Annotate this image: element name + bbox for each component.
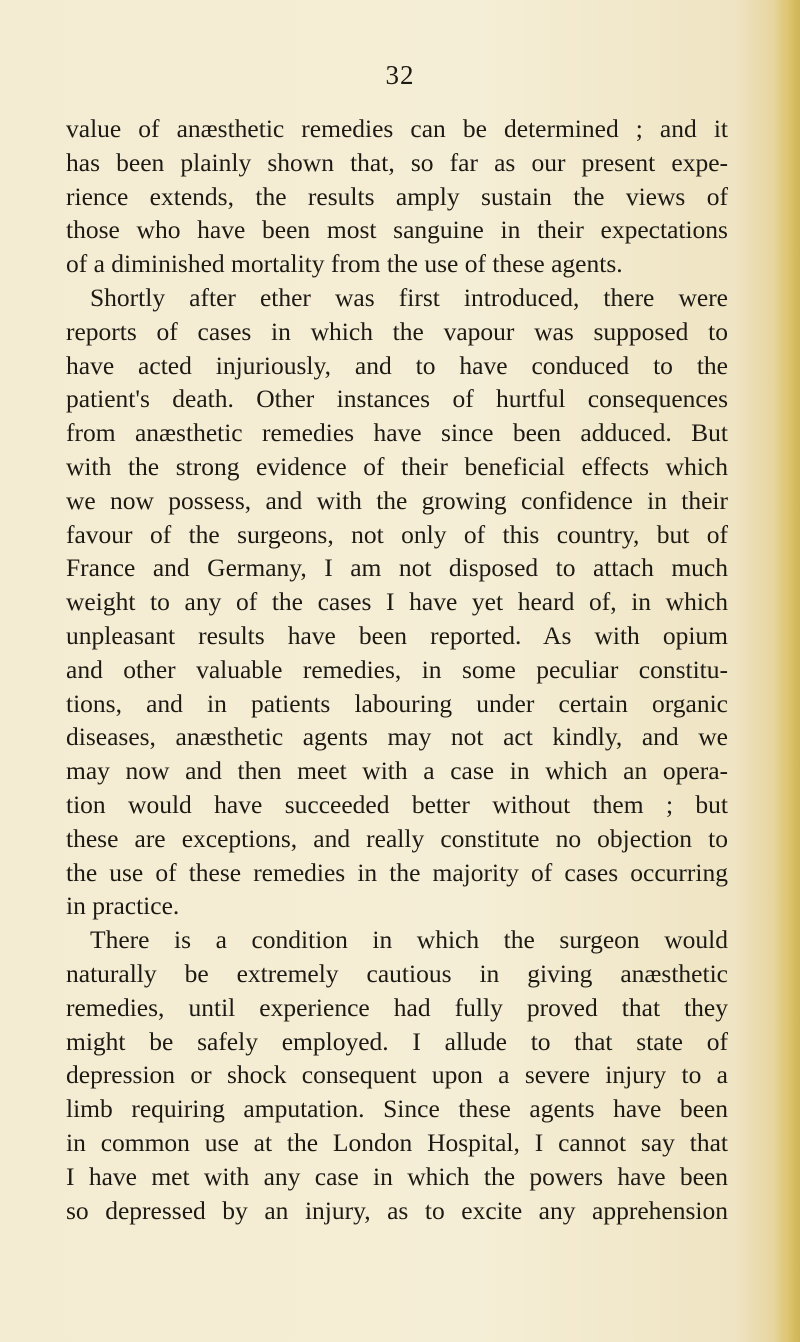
- text-line: may now and then meet with a case in which an opera-: [66, 756, 728, 786]
- page-edge-discoloration: [774, 0, 800, 1342]
- text-line: in common use at the London Hospital, I cannot say that: [66, 1127, 728, 1157]
- text-line: naturally be extremely cautious in giving anæsthetic: [66, 958, 728, 988]
- text-line: of a diminished mortality from the use of these agents.: [66, 249, 623, 279]
- text-line: with the strong evidence of their beneficial effects which: [66, 451, 728, 481]
- text-line: in practice.: [66, 891, 180, 921]
- text-line: rience extends, the results amply sustain the views of: [66, 181, 728, 211]
- text-line: and other valuable remedies, in some peculiar constitu-: [66, 654, 728, 684]
- page-number: 32: [385, 60, 415, 90]
- text-line: we now possess, and with the growing confidence in their: [66, 485, 728, 515]
- text-line: these are exceptions, and really constitute no objection to: [66, 823, 728, 853]
- text-line: limb requiring amputation. Since these agents have been: [66, 1094, 728, 1124]
- text-line: favour of the surgeons, not only of this country, but of: [66, 519, 728, 549]
- text-line: unpleasant results have been reported. As with opium: [66, 620, 728, 650]
- text-line: those who have been most sanguine in their expectations: [66, 215, 728, 245]
- text-line: reports of cases in which the vapour was supposed to: [66, 316, 728, 346]
- text-line: diseases, anæsthetic agents may not act kindly, and we: [66, 722, 728, 752]
- text-line: depression or shock consequent upon a severe injury to a: [66, 1060, 728, 1090]
- text-line: has been plainly shown that, so far as our present expe-: [66, 147, 728, 177]
- text-line: value of anæsthetic remedies can be determined ; and it: [66, 114, 728, 143]
- text-line: tions, and in patients labouring under certain organic: [66, 688, 728, 718]
- text-line: patient's death. Other instances of hurtful consequences: [66, 384, 728, 414]
- text-line: weight to any of the cases I have yet heard of, in which: [66, 587, 728, 617]
- body-text: [66, 112, 728, 1227]
- text-line: might be safely employed. I allude to that state of: [66, 1026, 728, 1056]
- text-line: France and Germany, I am not disposed to attach much: [66, 553, 728, 583]
- text-line: from anæsthetic remedies have since been adduced. But: [66, 418, 728, 448]
- text-line: tion would have succeeded better without them ; but: [66, 789, 728, 819]
- text-line: the use of these remedies in the majority of cases occurring: [66, 857, 728, 887]
- text-line: There is a condition in which the surgeon would: [90, 925, 728, 955]
- text-line: Shortly after ether was first introduced, there were: [90, 282, 728, 312]
- text-line: so depressed by an injury, as to excite any apprehension: [66, 1195, 728, 1225]
- text-line: have acted injuriously, and to have conduced to the: [66, 350, 728, 380]
- text-line: remedies, until experience had fully proved that they: [66, 992, 728, 1022]
- text-line: I have met with any case in which the powers have been: [66, 1161, 728, 1191]
